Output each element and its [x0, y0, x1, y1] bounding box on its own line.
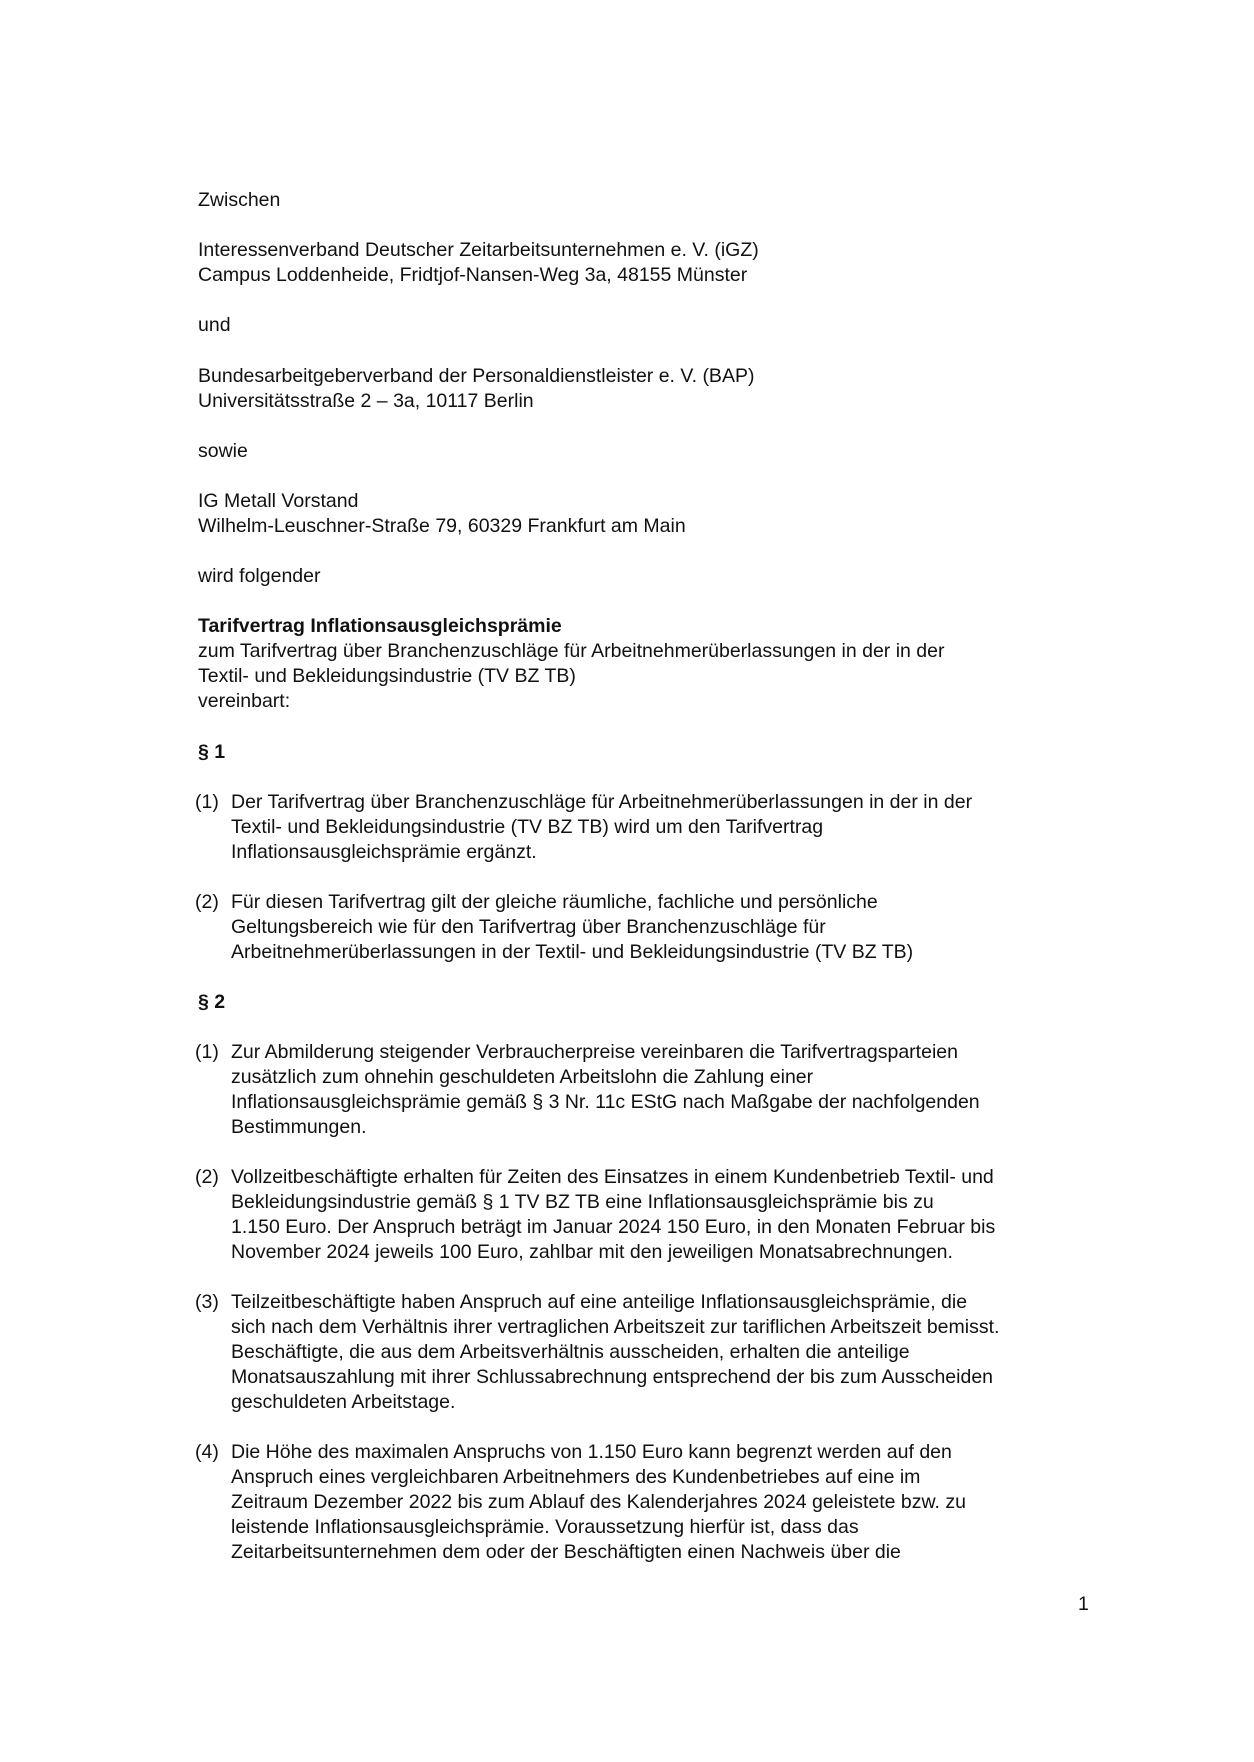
paragraph-line: Bekleidungsindustrie gemäß § 1 TV BZ TB eine Inflationsausgleichsprämie bis zu: [231, 1191, 934, 1213]
party-igmetall-address: Wilhelm-Leuschner-Straße 79, 60329 Frankfurt am Main: [198, 515, 686, 537]
also-label: sowie: [198, 440, 248, 462]
page-number: 1: [1078, 1593, 1089, 1615]
paragraph-line: Beschäftigte, die aus dem Arbeitsverhältnis ausscheiden, erhalten die anteilige: [231, 1341, 910, 1363]
paragraph-line: Anspruch eines vergleichbaren Arbeitnehmers des Kundenbetriebes auf eine im: [231, 1466, 921, 1488]
paragraph-number: (1): [195, 1041, 219, 1063]
paragraph-number: (2): [195, 891, 219, 913]
paragraph-line: Vollzeitbeschäftigte erhalten für Zeiten des Einsatzes in einem Kundenbetrieb Textil- und: [231, 1166, 994, 1188]
section-2-heading: [198, 990, 1098, 1015]
paragraph-number: (4): [195, 1441, 219, 1463]
section-1-heading-text: § 1: [198, 741, 226, 763]
paragraph-text: [231, 1440, 1111, 1565]
party-igmetall-name: IG Metall Vorstand: [198, 490, 359, 512]
paragraph-text: [231, 1040, 1111, 1140]
paragraph-line: zusätzlich zum ohnehin geschuldeten Arbeitslohn die Zahlung einer: [231, 1066, 814, 1088]
paragraph-line: Zeitraum Dezember 2022 bis zum Ablauf des Kalenderjahres 2024 geleistete bzw. zu: [231, 1491, 966, 1513]
paragraph-text: [231, 1290, 1111, 1415]
paragraph-line: Teilzeitbeschäftigte haben Anspruch auf eine anteilige Inflationsausgleichsprämie, die: [231, 1291, 968, 1313]
intro-and: [198, 313, 1098, 338]
paragraph-number: (3): [195, 1291, 219, 1313]
between-label: Zwischen: [198, 189, 281, 211]
contract-subtitle-line-2: Textil- und Bekleidungsindustrie (TV BZ TB): [198, 665, 576, 687]
paragraph-line: November 2024 jeweils 100 Euro, zahlbar mit den jeweiligen Monatsabrechnungen.: [231, 1241, 953, 1263]
paragraph-number: (2): [195, 1166, 219, 1188]
paragraph-line: sich nach dem Verhältnis ihrer vertraglichen Arbeitszeit zur tariflichen Arbeitszeit bemisst.: [231, 1316, 1000, 1338]
contract-title: [198, 614, 1098, 714]
intro-between: [198, 188, 1098, 213]
paragraph-line: Zur Abmilderung steigender Verbraucherpreise vereinbaren die Tarifvertragsparteien: [231, 1041, 958, 1063]
paragraph-line: Inflationsausgleichsprämie gemäß § 3 Nr. 11c EStG nach Maßgabe der nachfolgenden: [231, 1091, 980, 1113]
intro-also: [198, 439, 1098, 464]
paragraph-text: [231, 790, 1111, 865]
paragraph-line: Monatsauszahlung mit ihrer Schlussabrechnung entsprechend der bis zum Ausscheiden: [231, 1366, 994, 1388]
party-igz: [198, 238, 1098, 288]
and-label: und: [198, 314, 231, 336]
paragraph-line: leistende Inflationsausgleichsprämie. Voraussetzung hierfür ist, dass das: [231, 1516, 859, 1538]
paragraph-line: 1.150 Euro. Der Anspruch beträgt im Januar 2024 150 Euro, in den Monaten Februar bis: [231, 1216, 996, 1238]
paragraph-line: Textil- und Bekleidungsindustrie (TV BZ TB) wird um den Tarifvertrag: [231, 816, 824, 838]
section-1-heading: [198, 740, 1098, 765]
paragraph-line: Inflationsausgleichsprämie ergänzt.: [231, 841, 537, 863]
party-bap-name: Bundesarbeitgeberverband der Personaldienstleister e. V. (BAP): [198, 365, 755, 387]
paragraph-line: geschuldeten Arbeitstage.: [231, 1391, 456, 1413]
paragraph-text: [231, 890, 1111, 965]
party-igz-address: Campus Loddenheide, Fridtjof-Nansen-Weg 3a, 48155 Münster: [198, 264, 748, 286]
party-bap-address: Universitätsstraße 2 – 3a, 10117 Berlin: [198, 390, 534, 412]
paragraph-line: Die Höhe des maximalen Anspruchs von 1.150 Euro kann begrenzt werden auf den: [231, 1441, 952, 1463]
section-2-heading-text: § 2: [198, 991, 226, 1013]
party-igmetall: [198, 489, 1098, 539]
party-bap: [198, 364, 1098, 414]
paragraph-line: Geltungsbereich wie für den Tarifvertrag über Branchenzuschläge für: [231, 916, 826, 938]
paragraph-number: (1): [195, 791, 219, 813]
paragraph-line: Der Tarifvertrag über Branchenzuschläge für Arbeitnehmerüberlassungen in der in der: [231, 791, 973, 813]
following-label: wird folgender: [198, 565, 321, 587]
paragraph-text: [231, 1165, 1111, 1265]
party-igz-name: Interessenverband Deutscher Zeitarbeitsunternehmen e. V. (iGZ): [198, 239, 759, 261]
intro-following: [198, 564, 1098, 589]
paragraph-line: Arbeitnehmerüberlassungen in der Textil- und Bekleidungsindustrie (TV BZ TB): [231, 941, 914, 963]
contract-subtitle-line-3: vereinbart:: [198, 690, 291, 712]
paragraph-line: Für diesen Tarifvertrag gilt der gleiche räumliche, fachliche und persönliche: [231, 891, 878, 913]
paragraph-line: Zeitarbeitsunternehmen dem oder der Beschäftigten einen Nachweis über die: [231, 1541, 901, 1563]
contract-heading: Tarifvertrag Inflationsausgleichsprämie: [198, 615, 562, 637]
paragraph-line: Bestimmungen.: [231, 1116, 367, 1138]
contract-subtitle-line-1: zum Tarifvertrag über Branchenzuschläge für Arbeitnehmerüberlassungen in der in der: [198, 640, 945, 662]
